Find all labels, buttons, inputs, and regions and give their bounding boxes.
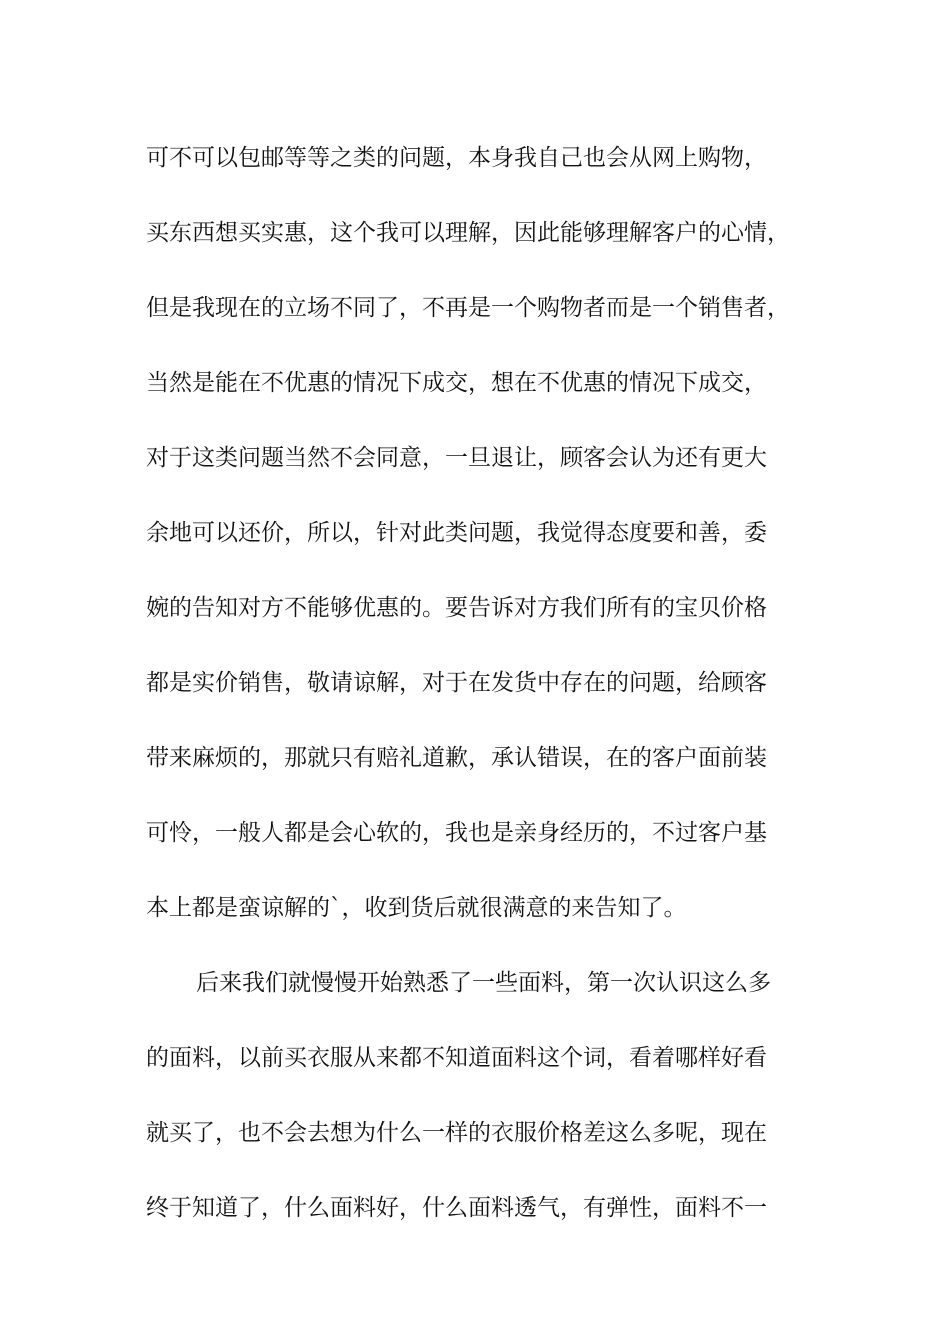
text-line: 可不可以包邮等等之类的问题，本身我自己也会从网上购物，: [146, 145, 767, 171]
text-line: 的面料，以前买衣服从来都不知道面料这个词，看着哪样好看: [146, 1045, 767, 1071]
text-line: 婉的告知对方不能够优惠的。要告诉对方我们所有的宝贝价格: [146, 595, 767, 621]
text-line: 带来麻烦的，那就只有赔礼道歉，承认错误，在的客户面前装: [146, 745, 767, 771]
text-line: 买东西想买实惠，这个我可以理解，因此能够理解客户的心情，: [146, 220, 790, 246]
text-line: 都是实价销售，敬请谅解，对于在发货中存在的问题，给顾客: [146, 670, 767, 696]
text-line: 就买了，也不会去想为什么一样的衣服价格差这么多呢，现在: [146, 1120, 767, 1146]
text-line: 本上都是蛮谅解的`，收到货后就很满意的来告知了。: [146, 895, 687, 921]
text-line: 余地可以还价，所以，针对此类问题，我觉得态度要和善，委: [146, 520, 767, 546]
text-line: 可怜，一般人都是会心软的，我也是亲身经历的，不过客户基: [146, 820, 767, 846]
text-line: 终于知道了，什么面料好，什么面料透气，有弹性，面料不一: [146, 1195, 767, 1221]
text-line: 但是我现在的立场不同了，不再是一个购物者而是一个销售者，: [146, 295, 790, 321]
text-line: 当然是能在不优惠的情况下成交，想在不优惠的情况下成交，: [146, 370, 767, 396]
text-line: 对于这类问题当然不会同意，一旦退让，顾客会认为还有更大: [146, 445, 767, 471]
paragraph-start-line: 后来我们就慢慢开始熟悉了一些面料，第一次认识这么多: [196, 970, 771, 996]
body-text: [146, 133, 826, 1258]
